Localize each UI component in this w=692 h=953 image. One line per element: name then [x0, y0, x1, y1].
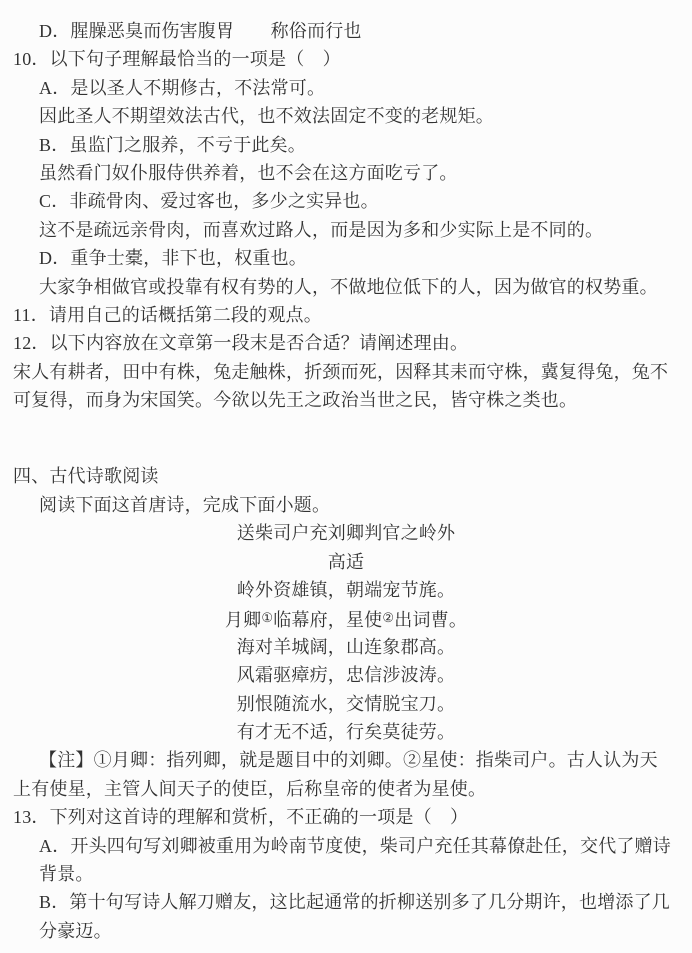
- poem-line-2-mid: 临幕府，星使: [273, 610, 383, 631]
- q10-option-b-explanation: 虽然看门奴仆服侍供养着，也不会在这方面吃亏了。: [39, 162, 458, 183]
- q10-option-d-explanation: 大家争相做官或投靠有权有势的人，不做地位低下的人，因为做官的权势重。: [39, 276, 658, 297]
- q12-stem: 12．以下内容放在文章第一段末是否合适？请阐述理由。: [13, 333, 469, 354]
- poem-line-6: 有才无不适，行矣莫徒劳。: [236, 721, 456, 742]
- poem-title: 送柴司户充刘卿判官之岭外: [236, 523, 456, 544]
- q9-option-d-pair: D．腥臊恶臭而伤害腹胃 称俗而行也: [39, 21, 362, 41]
- poem-line-1: 岭外资雄镇，朝端宠节旄。: [236, 580, 456, 601]
- poem-line-2-post: 出词曹。: [394, 610, 468, 631]
- q10-stem: 10．以下句子理解最恰当的一项是（ ）: [13, 49, 341, 70]
- q12-passage-line-1: 宋人有耕者，田中有株，兔走触株，折颈而死，因释其耒而守株，冀复得兔，兔不: [13, 361, 669, 382]
- poem-line-2: [0, 604, 692, 632]
- q13-option-a-line-1: A．开头四句写刘卿被重用为岭南节度使，柴司户充任其幕僚赴任，交代了赠诗: [39, 835, 671, 856]
- q10-option-b: B．虽监门之服养，不亏于此矣。: [39, 134, 307, 155]
- poem-line-4: 风霜驱瘴疠，忠信涉波涛。: [236, 665, 456, 686]
- q13-option-b-line-2: 分豪迈。: [39, 920, 112, 941]
- poem-author: 高适: [327, 551, 365, 572]
- poem-line-2-ref-1: ①: [261, 610, 274, 626]
- poem-line-2-ref-2: ②: [382, 610, 395, 626]
- q10-option-c: C．非疏骨肉、爱过客也，多少之实异也。: [39, 191, 379, 212]
- q10-option-a-explanation: 因此圣人不期望效法古代，也不效法固定不变的老规矩。: [39, 106, 494, 127]
- q13-option-a-line-2: 背景。: [39, 863, 94, 884]
- q10-option-d: D．重争士橐，非下也，权重也。: [39, 248, 307, 269]
- section4-instruction: 阅读下面这首唐诗，完成下面小题。: [39, 494, 331, 515]
- q13-stem: 13．下列对这首诗的理解和赏析，不正确的一项是（ ）: [13, 807, 469, 828]
- q12-passage-line-2: 可复得，而身为宋国笑。今欲以先王之政治当世之民，皆守株之类也。: [13, 390, 578, 411]
- q13-option-b-line-1: B．第十句写诗人解刀赠友，这比起通常的折柳送别多了几分期许，也增添了几: [39, 892, 671, 913]
- q10-option-c-explanation: 这不是疏远亲骨肉，而喜欢过路人，而是因为多和少实际上是不同的。: [39, 219, 604, 240]
- q10-option-a: A．是以圣人不期修古，不法常可。: [39, 77, 326, 98]
- poem-note-line-2: 上有使星，主管人间天子的使臣，后称皇帝的使者为星使。: [13, 778, 487, 799]
- poem-line-2-pre: 月卿: [224, 610, 262, 631]
- q11-stem: 11．请用自己的话概括第二段的观点。: [13, 304, 322, 325]
- poem-line-5: 别恨随流水，交情脱宝刀。: [236, 693, 456, 714]
- section-gap: [0, 414, 692, 462]
- poem-note-line-1: 【注】①月卿：指列卿，就是题目中的刘卿。②星使：指柴司户。古人认为天: [39, 750, 658, 771]
- poem-line-3: 海对羊城阔，山连象郡高。: [236, 636, 456, 657]
- section4-heading: 四、古代诗歌阅读: [13, 466, 159, 487]
